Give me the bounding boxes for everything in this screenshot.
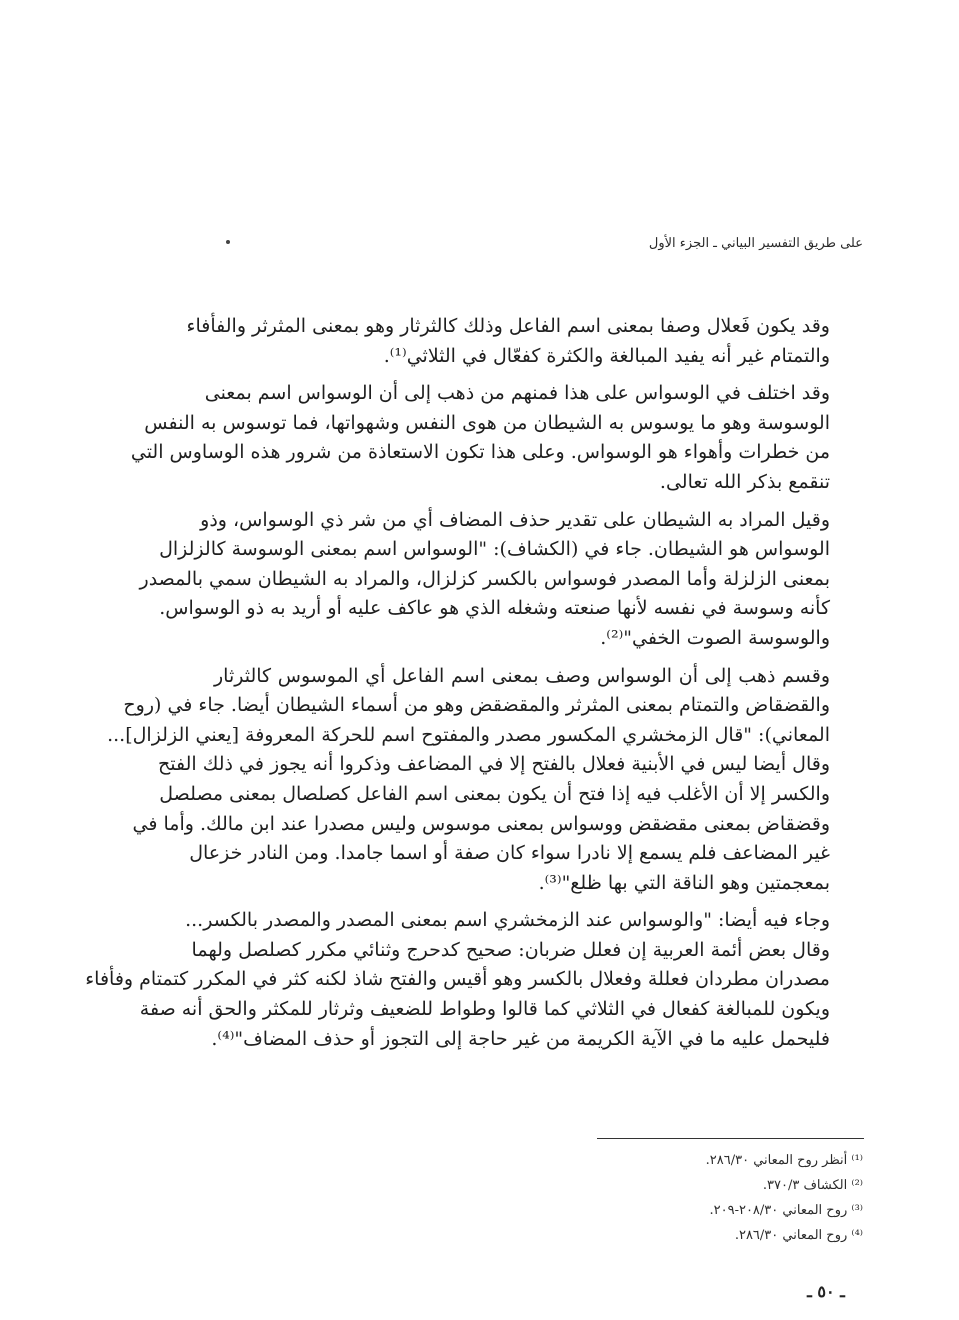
paragraph-3 — [139, 506, 864, 654]
text-line: والكسر إلا أن الأغلب فيه إذا فتح أن يكون بمعنى اسم الفاعل كصلصال بمعنى مصلصل — [159, 782, 830, 805]
footnote-2: ⁽²⁾ الكشاف ٣٧٠/٣. — [762, 1178, 863, 1193]
text-line: وقيل المراد به الشيطان على تقدير حذف المضاف أي من شر ذي الوسواس، وذو — [200, 508, 830, 531]
text-line: بمعنى الزلزلة وأما المصدر فوسواس بالكسر كزلزال، والمراد به الشيطان سمي بالمصدر — [139, 567, 830, 590]
footnote-divider — [597, 1138, 864, 1139]
text-line: وقال أيضا ليس في الأبنية فعلال بالفتح إلا في المضاعف وذكروا أنه يجوز في ذلك الفتح — [158, 753, 830, 776]
text-line: غير المضاعف فلم يسمع إلا نادرا سواء كان صفة أو اسما جامدا. ومن النادر خزعال — [189, 842, 830, 865]
text-line: والوسوسة الصوت الخفي"⁽²⁾. — [600, 626, 830, 649]
text-line: الوسواس هو الشيطان. جاء في (الكشاف): "الوسواس اسم بمعنى الوسوسة كالزلزال — [159, 538, 830, 561]
body-text — [85, 312, 864, 1062]
text-line: وقد يكون فَعلال وصفا بمعنى اسم الفاعل وذلك كالثرثار وهو بمعنى المثرثر والفأفاء — [186, 315, 830, 337]
text-line: وقسم ذهب إلى أن الوسواس وصف بمعنى اسم الفاعل أي الموسوس كالثرثار — [214, 664, 830, 687]
text-line: ويكون للمبالغة كفعال في الثلاثي كما قالوا وطواط للضعيف وثرثار للمكثر والحق أنه صفة — [139, 998, 830, 1021]
text-line: وجاء فيه أيضا: "والوسواس عند الزمخشري اسم بمعنى المصدر والمصدر بالكسر... — [185, 909, 830, 932]
paragraph-2 — [130, 379, 864, 497]
text-line: الوسوسة وهو ما يوسوس به الشيطان من هوى النفس وشهواتها، فما توسوس به النفس — [144, 411, 830, 434]
footnote-4: ⁽⁴⁾ روح المعاني ٢٨٦/٣٠. — [734, 1228, 863, 1243]
header-dot — [226, 240, 230, 244]
footnote-1: ⁽¹⁾ أنظر روح المعاني ٢٨٦/٣٠. — [705, 1153, 863, 1168]
text-line: وقد اختلف في الوسواس على هذا فمنهم من ذهب إلى أن الوسواس اسم بمعنى — [204, 382, 830, 405]
footnote-3: ⁽³⁾ روح المعاني ٢٠٨/٣٠-٢٠٩. — [709, 1203, 863, 1218]
text-line: من خطرات وأهواء هو الوسواس. وعلى هذا تكون الاستعاذة من شرور هذه الوساوس التي — [130, 441, 830, 464]
text-line: والتمتام غير أنه يفيد المبالغة والكثرة كفعّال في الثلاثي⁽¹⁾. — [383, 344, 830, 367]
paragraph-5 — [85, 906, 864, 1054]
text-line: مصدران مطردان فعللة وفعلال بالكسر وهو أقيس والفتح شاذ لكنه كثر في المكرر كتمتام وفأفاء — [85, 968, 830, 991]
text-line: كأنه وسوسة في نفسه لأنها صنعته وشغله الذي هو عاكف عليه أو أريد به ذو الوسواس. — [159, 597, 830, 620]
text-line: المعاني): "قال الزمخشري المكسور مصدر والمفتوح اسم للحركة المعروفة [يعني الزلزال]... — [107, 723, 830, 746]
paragraph-4 — [107, 662, 864, 899]
paragraph-1 — [186, 312, 864, 371]
text-line: والقضقاض والتمتام بمعنى المثرثر والمقضقض وهو من أسماء الشيطان أيضا. جاء في (روح — [123, 694, 830, 717]
text-line: تنقمع بذكر الله تعالى. — [659, 470, 830, 493]
text-line: فليحمل عليه ما في الآية الكريمة من غير حاجة إلى التجوز أو حذف المضاف"⁽⁴⁾. — [211, 1027, 830, 1050]
running-header: على طريق التفسير البياني ـ الجزء الأول — [648, 236, 863, 251]
text-line: بمعجمتين وهو الناقة التي بها ظلع"⁽³⁾. — [538, 871, 830, 894]
text-line: وقضقاض بمعنى مقضقض ووسواس بمعنى موسوس وليس مصدرا عند ابن مالك. وأما في — [132, 812, 830, 835]
page-number: ـ ٥٠ ـ — [807, 1282, 845, 1301]
text-line: وقال بعض أئمة العربية إن فعلل ضربان: صحيح كدحرج وثنائي مكرر كصلصل ولهما — [191, 938, 830, 961]
footnotes — [563, 1148, 863, 1248]
